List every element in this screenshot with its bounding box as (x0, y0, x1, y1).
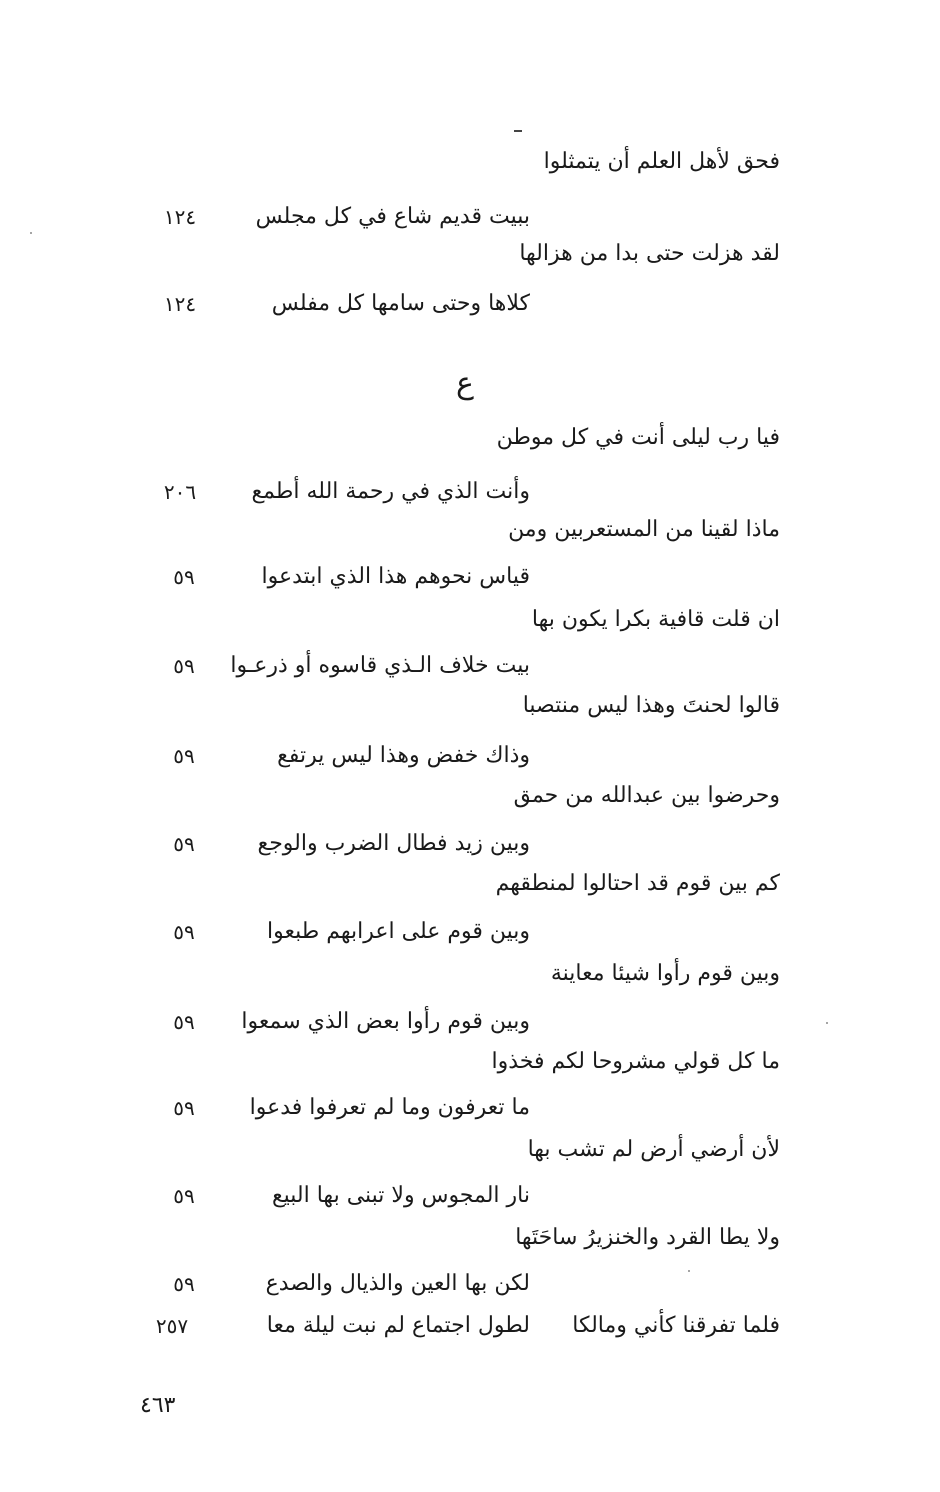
page-reference: ٥٩ (173, 565, 195, 589)
section-letter: ع (456, 366, 474, 401)
verse-line: وحرضوا بين عبدالله من حمق (513, 783, 780, 808)
verse-line: فحق لأهل العلم أن يتمثلوا (543, 149, 780, 174)
page-reference: ٥٩ (173, 654, 195, 678)
page-reference: ٥٩ (173, 1272, 195, 1296)
page-reference: ٥٩ (173, 920, 195, 944)
page-reference: ٥٩ (173, 1096, 195, 1120)
verse-line: فيا رب ليلى أنت في كل موطن (496, 425, 780, 450)
page-number: ٤٦٣ (140, 1393, 176, 1418)
verse-line: وأنت الذي في رحمة الله أطمع (251, 479, 530, 504)
verse-line-second-hemistich: لطول اجتماع لم نبت ليلة معا (266, 1313, 530, 1338)
verse-line: وبين قوم رأوا شيئا معاينة (550, 961, 780, 986)
verse-line: ان قلت قافية بكرا يكون بها (531, 607, 780, 632)
page-reference: ١٢٤ (163, 205, 197, 229)
page-reference: ٥٩ (173, 832, 195, 856)
page-reference: ٢٠٦ (163, 480, 197, 504)
verse-line: بيت خلاف الـذي قاسوه أو ذرعـوا (230, 653, 530, 678)
dash-mark (514, 130, 522, 132)
verse-line: قالوا لحنتَ وهذا ليس منتصبا (522, 693, 780, 718)
verse-line: نار المجوس ولا تبنى بها البيع (271, 1183, 530, 1208)
verse-line: وذاك خفض وهذا ليس يرتفع (277, 743, 530, 768)
verse-line: وبين قوم على اعرابهم طبعوا (267, 919, 530, 944)
verse-line: لأن أرضي أرض لم تشب بها (527, 1137, 780, 1162)
verse-line: وبين زيد فطال الضرب والوجع (257, 831, 530, 856)
scan-speck (688, 1270, 690, 1272)
verse-line: ولا يطا القرد والخنزيرُ ساحَتَها (515, 1225, 780, 1250)
verse-line: ما تعرفون وما لم تعرفوا فدعوا (249, 1095, 530, 1120)
scan-speck (30, 232, 32, 234)
verse-line: قياس نحوهم هذا الذي ابتدعوا (261, 564, 530, 589)
page-reference: ١٢٤ (163, 292, 197, 316)
verse-line: ماذا لقينا من المستعربين ومن (508, 517, 780, 542)
page-reference: ٥٩ (173, 744, 195, 768)
verse-line-first-hemistich: فلما تفرقنا كأني ومالكا (572, 1313, 780, 1338)
page-reference: ٥٩ (173, 1184, 195, 1208)
verse-line: كلاها وحتى سامها كل مفلس (271, 291, 530, 316)
verse-line: ببيت قديم شاع في كل مجلس (255, 204, 530, 229)
page-reference: ٥٩ (173, 1010, 195, 1034)
verse-line: كم بين قوم قد احتالوا لمنطقهم (495, 871, 780, 896)
verse-line: لقد هزلت حتى بدا من هزالها (519, 241, 780, 266)
verse-line: وبين قوم رأوا بعض الذي سمعوا (241, 1009, 530, 1034)
verse-line: لكن بها العين والذيال والصدع (265, 1271, 530, 1296)
verse-line: ما كل قولي مشروحا لكم فخذوا (491, 1049, 780, 1074)
scan-speck (826, 1022, 828, 1024)
page-reference: ٢٥٧ (155, 1314, 189, 1338)
